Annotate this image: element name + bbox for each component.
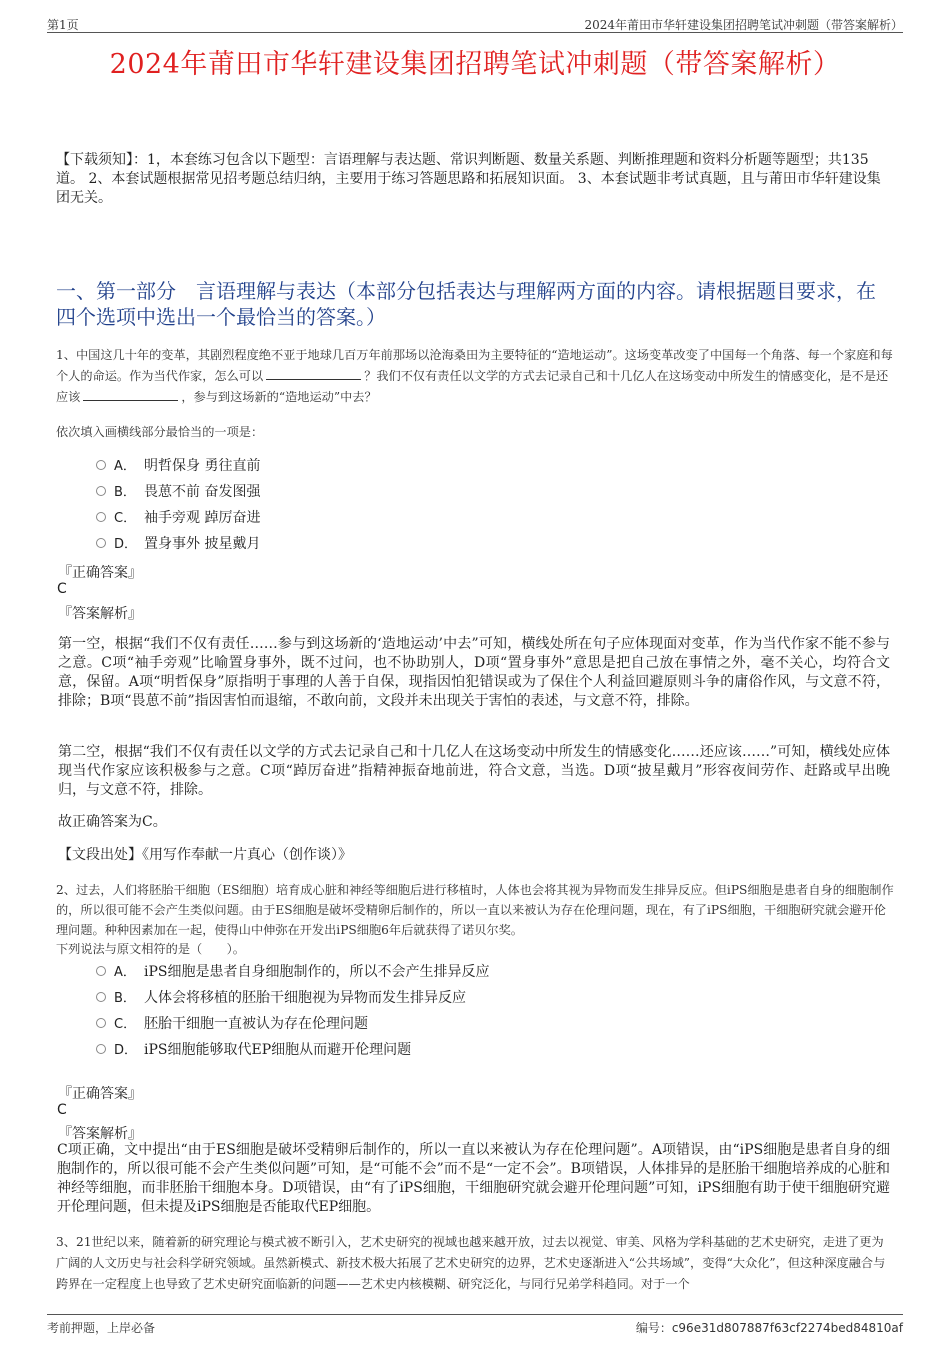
answer-label: 『正确答案』: [58, 565, 142, 581]
option-b[interactable]: B． 人体会将移植的胚胎干细胞视为异物而发生排异反应: [96, 985, 490, 1011]
answer-label: 『正确答案』: [58, 1086, 142, 1102]
option-c[interactable]: C． 胚胎干细胞一直被认为存在伦理问题: [96, 1011, 490, 1037]
radio-icon[interactable]: [96, 1044, 106, 1054]
page-footer: [47, 1314, 903, 1335]
analysis-conclusion: 故正确答案为C。: [58, 814, 167, 830]
fill-blank: [266, 367, 361, 380]
fill-blank: [83, 388, 178, 401]
radio-icon[interactable]: [96, 460, 106, 470]
option-a[interactable]: A． 明哲保身 勇往直前: [96, 453, 260, 479]
radio-icon[interactable]: [96, 966, 106, 976]
header-doc-title: 2024年莆田市华轩建设集团招聘笔试冲刺题（带答案解析）: [584, 18, 903, 32]
download-notice: 【下载须知】：1，本套练习包含以下题型：言语理解与表达题、常识判断题、数量关系题、判断推理题和资料分析题等题型；共135道。 2、本套试题根据常见招考题总结归纳，主要用于练习答题思路和拓展知识面。 3、本套试题非考试真题，且与莆田市华轩建设集团无关。: [56, 152, 881, 206]
question-1-hint: 依次填入画横线部分最恰当的一项是：: [56, 425, 264, 439]
question-3-stem: 3、21世纪以来，随着新的研究理论与模式被不断引入，艺术史研究的视域也越来越开放，过去以视觉、审美、风格为学科基础的艺术史研究，走进了更为广阔的人文历史与社会科学研究领域。虽然新模式、新技术极大拓展了艺术史研究的边界，艺术史逐渐进入“公共场域”，变得“大众化”，但这种深度融合与跨界在一定程度上也导致了艺术史研究面临新的问题——艺术史内核模糊、研究泛化，与同行兄弟学科趋同。对于一个: [56, 1235, 886, 1291]
question-1-stem: 1、中国这几十年的变革，其剧烈程度绝不亚于地球几百万年前那场以沧海桑田为主要特征的“造地运动”。这场变革改变了中国每一个角落、每一个家庭和每个人的命运。作为当代作家，怎么可以 ？我们不仅有责任以文学的方式去记录自己和十几亿人在这场变动中所发生的情感变化，是不是还应该 ，参与到这场新的“造地运动”中去？: [56, 348, 893, 404]
question-2-hint: 下列说法与原文相符的是（ ）。: [56, 942, 245, 956]
answer-value: C: [57, 581, 67, 597]
analysis-paragraph: C项正确，文中提出“由于ES细胞是破坏受精卵后制作的，所以一直以来被认为存在伦理问题”。A项错误，由“iPS细胞是患者自身的细胞制作的，所以很可能不会产生类似问题”可知，是“可能不会”而不是“一定不会”。B项错误，人体排异的是胚胎干细胞培养成的心脏和神经等细胞，而非胚胎干细胞本身。D项错误，由“有了iPS细胞，干细胞研究就会避开伦理问题”可知，iPS细胞有助于使干细胞研究避开伦理问题，但未提及iPS细胞是否能取代EP细胞。: [57, 1142, 890, 1215]
answer-value: C: [57, 1102, 67, 1118]
radio-icon[interactable]: [96, 512, 106, 522]
question-2-options: [96, 959, 490, 1063]
option-a[interactable]: A． iPS细胞是患者自身细胞制作的，所以不会产生排异反应: [96, 959, 490, 985]
radio-icon[interactable]: [96, 486, 106, 496]
option-c[interactable]: C． 袖手旁观 踔厉奋进: [96, 505, 260, 531]
page-title: 2024年莆田市华轩建设集团招聘笔试冲刺题（带答案解析）: [109, 49, 841, 80]
footer-slogan: 考前押题，上岸必备: [47, 1321, 156, 1335]
question-2-stem: 2、过去，人们将胚胎干细胞（ES细胞）培育成心脏和神经等细胞后进行移植时，人体也会将其视为异物而发生排异反应。但iPS细胞是患者自身的细胞制作的，所以很可能不会产生类似问题。由于ES细胞是破坏受精卵后制作的，所以一直以来被认为存在伦理问题，现在，有了iPS细胞，干细胞研究就会避开伦理问题。种种因素加在一起，使得山中伸弥在开发出iPS细胞6年后就获得了诺贝尔奖。: [56, 883, 894, 937]
question-1-options: [96, 453, 260, 557]
page-number: 第1页: [47, 18, 79, 32]
radio-icon[interactable]: [96, 538, 106, 548]
option-d[interactable]: D． iPS细胞能够取代EP细胞从而避开伦理问题: [96, 1037, 490, 1063]
option-d[interactable]: D． 置身事外 披星戴月: [96, 531, 260, 557]
radio-icon[interactable]: [96, 992, 106, 1002]
option-b[interactable]: B． 畏葸不前 奋发图强: [96, 479, 260, 505]
analysis-paragraph: 第二空，根据“我们不仅有责任以文学的方式去记录自己和十几亿人在这场变动中所发生的情感变化……还应该……”可知，横线处应体现当代作家应该积极参与之意。C项“踔厉奋进”指精神振奋地前进，符合文意，当选。D项“披星戴月”形容夜间劳作、赶路或早出晚归，与文意不符，排除。: [58, 744, 890, 798]
section-title: 一、第一部分 言语理解与表达（本部分包括表达与理解两方面的内容。请根据题目要求，在四个选项中选出一个最恰当的答案。）: [56, 279, 876, 329]
footer-doc-id: 编号：c96e31d807887f63cf2274bed84810af: [635, 1321, 903, 1335]
analysis-label: 『答案解析』: [58, 1126, 142, 1142]
analysis-paragraph: 第一空，根据“我们不仅有责任……参与到这场新的‘造地运动’中去”可知，横线处所在句子应体现面对变革，作为当代作家不能不参与之意。C项“袖手旁观”比喻置身事外，既不过问，也不协助别人，D项“置身事外”意思是把自己放在事情之外，毫不关心，均符合文意，保留。A项“明哲保身”原指明于事理的人善于自保，现指因怕犯错误或为了保住个人利益回避原则斗争的庸俗作风，与文意不符，排除；B项“畏葸不前”指因害怕而退缩，不敢向前，文段并未出现关于害怕的表述，与文意不符，排除。: [58, 636, 890, 709]
source-citation: 【文段出处】《用写作奉献一片真心（创作谈）》: [58, 847, 352, 863]
page-header: [47, 14, 903, 33]
analysis-label: 『答案解析』: [58, 606, 142, 622]
radio-icon[interactable]: [96, 1018, 106, 1028]
